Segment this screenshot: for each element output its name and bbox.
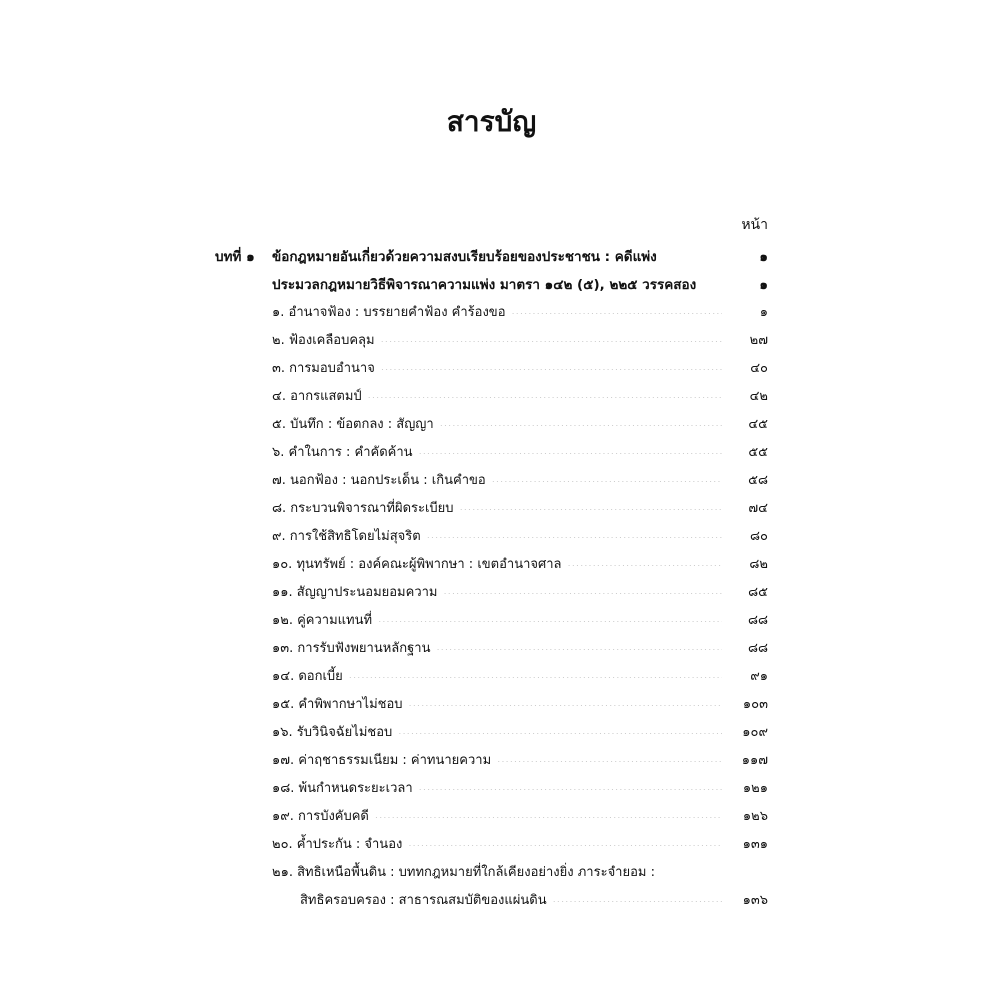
toc-row [215, 271, 768, 299]
toc-entry-title: ๑๖. รับวินิจฉัยไม่ชอบ [272, 725, 393, 740]
toc-row [215, 747, 768, 775]
toc-page-number: ๗๔ [748, 501, 768, 516]
toc-entry-title: ๑๐. ทุนทรัพย์ : องค์คณะผู้พิพากษา : เขตอำนาจศาล [272, 557, 562, 572]
dot-leader [381, 354, 722, 370]
page-column-header: หน้า [741, 217, 768, 233]
toc-entry-title: ๙. การใช้สิทธิโดยไม่สุจริต [272, 529, 421, 544]
dot-leader [368, 382, 722, 398]
dot-leader [553, 886, 722, 902]
toc-row [215, 663, 768, 691]
toc-entry-title: ๓. การมอบอำนาจ [272, 361, 375, 376]
toc-entry-title: ๑๑. สัญญาประนอมยอมความ [272, 585, 438, 600]
toc-entry-title: ๒. ฟ้องเคลือบคลุม [272, 333, 375, 348]
toc-page-number: ๑๐๓ [742, 697, 768, 712]
toc-page-number: ๑ [759, 249, 768, 265]
toc-entry-title: ๒๐. ค้ำประกัน : จำนอง [272, 837, 403, 852]
toc-page-number: ๑๒๖ [742, 809, 768, 824]
dot-leader [663, 243, 722, 259]
dot-leader [419, 774, 722, 790]
toc-entry-title: ๑๗. ค่าฤชาธรรมเนียม : ค่าทนายความ [272, 753, 492, 768]
toc-entry-title: สิทธิครอบครอง : สาธารณสมบัติของแผ่นดิน [300, 893, 547, 908]
dot-leader [440, 410, 722, 426]
toc-entry-title: ๘. กระบวนพิจารณาที่ผิดระเบียบ [272, 501, 454, 516]
toc-row [215, 775, 768, 803]
toc-row [215, 327, 768, 355]
toc-page-number: ๑๓๖ [742, 893, 768, 908]
dot-leader [568, 550, 722, 566]
chapter-label: บทที่ ๑ [215, 249, 255, 265]
toc-row [215, 495, 768, 523]
toc-row [215, 523, 768, 551]
toc-page-number: ๑๑๗ [741, 753, 768, 768]
toc-row [215, 579, 768, 607]
dot-leader [492, 466, 722, 482]
dot-leader [349, 662, 722, 678]
toc-entry-title: ๑๘. พ้นกำหนดระยะเวลา [272, 781, 413, 796]
dot-leader [427, 522, 722, 538]
toc-row [215, 607, 768, 635]
toc-entry-title: ๔. อากรแสตมป์ [272, 389, 362, 404]
dot-leader [408, 830, 722, 846]
toc-row [215, 887, 768, 915]
toc-entry-title: ข้อกฎหมายอันเกี่ยวด้วยความสงบเรียบร้อยของประชาชน : คดีแพ่ง [272, 249, 657, 265]
toc-page-number: ๘๘ [747, 613, 768, 628]
toc-page-number: ๑ [759, 277, 768, 293]
toc-row [215, 299, 768, 327]
toc-row [215, 439, 768, 467]
toc-row [215, 859, 768, 887]
dot-leader [497, 746, 722, 762]
toc-entry-title: ๑๒. คู่ความแทนที่ [272, 613, 373, 628]
dot-leader [512, 298, 723, 314]
toc-page-number: ๔๒ [749, 389, 768, 404]
dot-leader [460, 494, 722, 510]
toc-page-number: ๑๐๙ [742, 725, 768, 740]
toc-row [215, 803, 768, 831]
toc-entry-title: ๑๕. คำพิพากษาไม่ชอบ [272, 697, 403, 712]
toc-entry-title: ๒๑. สิทธิเหนือพื้นดิน : บททกฎหมายที่ใกล้เคียงอย่างยิ่ง ภาระจำยอม : [272, 865, 655, 880]
toc-row [215, 635, 768, 663]
dot-leader [444, 578, 723, 594]
dot-leader [378, 606, 722, 622]
toc-page-number: ๘๕ [748, 585, 768, 600]
toc-entry-title: ๑. อำนาจฟ้อง : บรรยายคำฟ้อง คำร้องขอ [272, 305, 506, 320]
dot-leader [436, 634, 722, 650]
toc-row [215, 831, 768, 859]
toc-entry-title: ประมวลกฎหมายวิธีพิจารณาความแพ่ง มาตรา ๑๔๒ (๕), ๒๒๕ วรรคสอง [272, 277, 697, 293]
toc-entry-title: ๕. บันทึก : ข้อตกลง : สัญญา [272, 417, 434, 432]
toc-page-number: ๑๒๑ [742, 781, 768, 796]
dot-leader [419, 438, 722, 454]
toc-entry-title: ๗. นอกฟ้อง : นอกประเด็น : เกินคำขอ [272, 473, 486, 488]
toc-row [215, 467, 768, 495]
toc-page-number: ๒๗ [749, 333, 768, 348]
toc-entry-title: ๖. คำในการ : คำคัดค้าน [272, 445, 413, 460]
toc-row [215, 383, 768, 411]
dot-leader [398, 718, 722, 734]
toc-page-number: ๕๕ [748, 445, 768, 460]
toc-entry-title: ๑๓. การรับฟังพยานหลักฐาน [272, 641, 431, 656]
toc-page-number: ๑๓๑ [742, 837, 768, 852]
toc-row [215, 551, 768, 579]
toc-page-number: ๘๘ [747, 641, 768, 656]
toc-page-number: ๔๕ [748, 417, 768, 432]
toc-row [215, 691, 768, 719]
toc-row [215, 719, 768, 747]
toc-page-number: ๙๑ [750, 669, 768, 684]
dot-leader [409, 690, 722, 706]
dot-leader [381, 326, 722, 342]
toc-row [215, 243, 768, 271]
toc-page-number: ๘๒ [749, 557, 768, 572]
toc-page-number: ๔๐ [750, 361, 768, 376]
toc-entry-title: ๑๔. ดอกเบี้ย [272, 669, 343, 684]
toc-row [215, 355, 768, 383]
dot-leader [375, 802, 722, 818]
toc-page-number: ๑ [759, 305, 768, 320]
toc-page-number: ๕๘ [748, 473, 768, 488]
toc-entry-title: ๑๙. การบังคับคดี [272, 809, 369, 824]
toc-page-number: ๘๐ [750, 529, 768, 544]
page-title: สารบัญ [446, 105, 537, 138]
toc-row [215, 411, 768, 439]
table-of-contents [215, 243, 768, 915]
